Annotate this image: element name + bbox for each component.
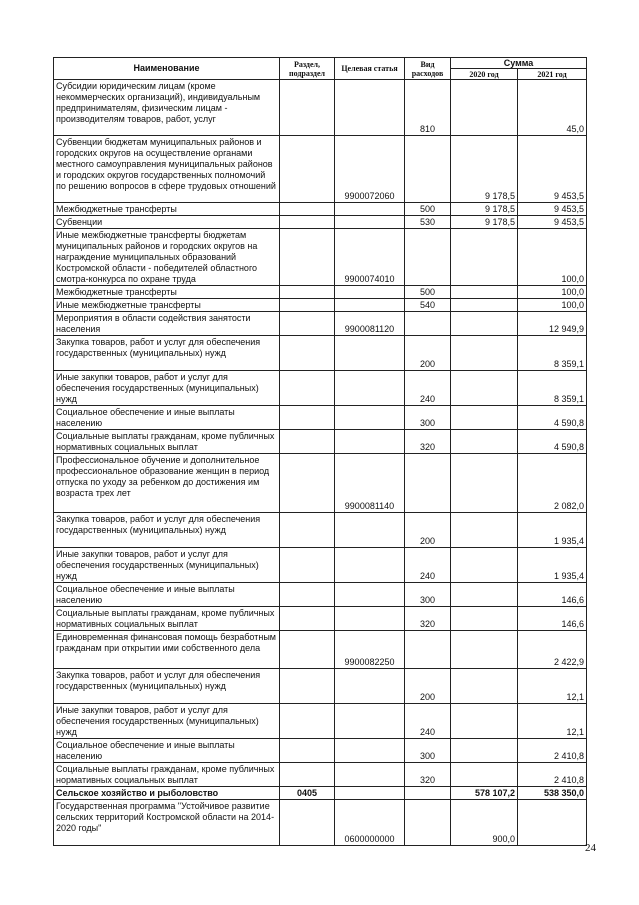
cell-2021: 45,0 [518,80,587,136]
cell-2020 [451,607,518,631]
cell-type [405,136,451,203]
cell-name: Социальное обеспечение и иные выплаты населению [54,739,280,763]
cell-section [280,203,335,216]
cell-2020: 578 107,2 [451,787,518,800]
cell-target [335,669,405,704]
budget-sheet [53,57,586,846]
cell-name: Социальное обеспечение и иные выплаты населению [54,406,280,430]
cell-2020 [451,299,518,312]
cell-2021 [518,800,587,846]
cell-2021: 8 359,1 [518,371,587,406]
cell-type: 300 [405,739,451,763]
cell-2021: 12,1 [518,669,587,704]
cell-type: 300 [405,583,451,607]
cell-target [335,787,405,800]
cell-name: Межбюджетные трансферты [54,286,280,299]
cell-2020 [451,336,518,371]
cell-2020 [451,454,518,513]
cell-name: Субвенции бюджетам муниципальных районов и городских округов на осуществление органами местного самоуправления муниципальных районов и городских округов государственных полномочий по решению вопросов в сфере трудовых отношений [54,136,280,203]
cell-name: Иные закупки товаров, работ и услуг для обеспечения государственных (муниципальных) нужд [54,371,280,406]
cell-name: Иные закупки товаров, работ и услуг для обеспечения государственных (муниципальных) нужд [54,704,280,739]
table-row [54,607,587,631]
cell-2020 [451,704,518,739]
cell-target [335,430,405,454]
table-row [54,454,587,513]
cell-target [335,548,405,583]
cell-2021: 9 453,5 [518,136,587,203]
cell-2021: 1 935,4 [518,513,587,548]
cell-type: 240 [405,704,451,739]
cell-2021: 2 082,0 [518,454,587,513]
cell-2021: 2 410,8 [518,763,587,787]
table-body [54,80,587,846]
cell-name: Социальное обеспечение и иные выплаты населению [54,583,280,607]
cell-2020: 900,0 [451,800,518,846]
cell-target [335,203,405,216]
cell-2021: 1 935,4 [518,548,587,583]
cell-section [280,548,335,583]
cell-name: Субсидии юридическим лицам (кроме некоммерческих организаций), индивидуальным предпринимателям, физическим лицам - производителям товаров, работ, услуг [54,80,280,136]
cell-target: 9900082250 [335,631,405,669]
cell-name: Социальные выплаты гражданам, кроме публичных нормативных социальных выплат [54,607,280,631]
cell-2020 [451,669,518,704]
cell-target [335,739,405,763]
cell-type: 320 [405,763,451,787]
cell-target: 9900081120 [335,312,405,336]
table-row [54,406,587,430]
cell-type: 500 [405,203,451,216]
table-row [54,430,587,454]
cell-target: 9900072060 [335,136,405,203]
cell-type: 320 [405,607,451,631]
cell-target: 9900081140 [335,454,405,513]
table-row [54,583,587,607]
cell-target: 9900074010 [335,229,405,286]
cell-2020 [451,312,518,336]
cell-section [280,136,335,203]
cell-type [405,787,451,800]
cell-type: 320 [405,430,451,454]
cell-section [280,336,335,371]
cell-2020 [451,763,518,787]
cell-2021: 4 590,8 [518,406,587,430]
cell-target [335,80,405,136]
cell-2021: 146,6 [518,583,587,607]
cell-target [335,406,405,430]
cell-2021: 8 359,1 [518,336,587,371]
table-row [54,136,587,203]
budget-table [53,57,587,846]
cell-section [280,669,335,704]
cell-2020 [451,583,518,607]
table-row [54,704,587,739]
table-row [54,336,587,371]
header-target: Целевая статья [335,58,405,80]
cell-name: Единовременная финансовая помощь безработным гражданам при открытии ими собственного дела [54,631,280,669]
header-name: Наименование [54,58,280,80]
cell-2021: 9 453,5 [518,216,587,229]
table-row [54,763,587,787]
cell-2020 [451,430,518,454]
cell-name: Межбюджетные трансферты [54,203,280,216]
cell-type [405,800,451,846]
cell-section [280,583,335,607]
cell-type: 540 [405,299,451,312]
cell-2020 [451,80,518,136]
cell-target [335,763,405,787]
cell-2020: 9 178,5 [451,136,518,203]
cell-name: Социальные выплаты гражданам, кроме публичных нормативных социальных выплат [54,763,280,787]
cell-2020 [451,286,518,299]
cell-section [280,406,335,430]
cell-2020 [451,371,518,406]
cell-section [280,229,335,286]
cell-target [335,299,405,312]
cell-name: Закупка товаров, работ и услуг для обеспечения государственных (муниципальных) нужд [54,513,280,548]
cell-type: 200 [405,513,451,548]
table-row [54,216,587,229]
header-section: Раздел, подраздел [280,58,335,80]
cell-section [280,607,335,631]
cell-target [335,704,405,739]
cell-name: Профессиональное обучение и дополнительное профессиональное образование женщин в период отпуска по уходу за ребенком до достижения им возраста трех лет [54,454,280,513]
header-year-2020: 2020 год [451,69,518,80]
cell-section [280,312,335,336]
cell-2021: 146,6 [518,607,587,631]
cell-2021: 9 453,5 [518,203,587,216]
table-row [54,669,587,704]
cell-2020 [451,548,518,583]
cell-name: Государственная программа "Устойчивое развитие сельских территорий Костромской области на 2014-2020 годы" [54,800,280,846]
cell-2021: 538 350,0 [518,787,587,800]
cell-section [280,800,335,846]
table-row [54,787,587,800]
cell-target: 0600000000 [335,800,405,846]
cell-section [280,513,335,548]
cell-section [280,80,335,136]
cell-section [280,454,335,513]
table-row [54,548,587,583]
cell-section: 0405 [280,787,335,800]
cell-target [335,371,405,406]
cell-type: 300 [405,406,451,430]
table-row [54,312,587,336]
cell-type [405,454,451,513]
table-row [54,286,587,299]
table-row [54,739,587,763]
cell-type [405,631,451,669]
cell-2021: 2 410,8 [518,739,587,763]
cell-type: 200 [405,669,451,704]
cell-name: Иные межбюджетные трансферты [54,299,280,312]
cell-2020 [451,229,518,286]
cell-target [335,286,405,299]
cell-type: 200 [405,336,451,371]
cell-2020 [451,631,518,669]
cell-name: Иные закупки товаров, работ и услуг для обеспечения государственных (муниципальных) нужд [54,548,280,583]
cell-target [335,583,405,607]
table-row [54,203,587,216]
table-row [54,229,587,286]
cell-section [280,286,335,299]
cell-2020 [451,739,518,763]
cell-2021: 2 422,9 [518,631,587,669]
cell-section [280,430,335,454]
cell-type: 810 [405,80,451,136]
cell-type: 240 [405,548,451,583]
cell-section [280,216,335,229]
cell-section [280,371,335,406]
cell-target [335,513,405,548]
cell-2020: 9 178,5 [451,216,518,229]
cell-section [280,299,335,312]
cell-section [280,739,335,763]
table-row [54,631,587,669]
cell-name: Закупка товаров, работ и услуг для обеспечения государственных (муниципальных) нужд [54,669,280,704]
cell-2021: 100,0 [518,299,587,312]
cell-2020 [451,513,518,548]
cell-target [335,336,405,371]
header-year-2021: 2021 год [518,69,587,80]
cell-type: 240 [405,371,451,406]
table-row [54,800,587,846]
table-row [54,299,587,312]
cell-section [280,763,335,787]
cell-2021: 100,0 [518,229,587,286]
cell-name: Иные межбюджетные трансферты бюджетам муниципальных районов и городских округов на награждение муниципальных образований Костромской области - победителей областного смотра-конкурса по охране труда [54,229,280,286]
cell-name: Социальные выплаты гражданам, кроме публичных нормативных социальных выплат [54,430,280,454]
cell-2020 [451,406,518,430]
cell-name: Субвенции [54,216,280,229]
page-number: 24 [585,842,596,854]
table-row [54,80,587,136]
table-row [54,513,587,548]
cell-target [335,607,405,631]
cell-section [280,631,335,669]
cell-2021: 4 590,8 [518,430,587,454]
cell-type: 500 [405,286,451,299]
cell-name: Закупка товаров, работ и услуг для обеспечения государственных (муниципальных) нужд [54,336,280,371]
cell-section [280,704,335,739]
cell-type: 530 [405,216,451,229]
cell-name: Сельское хозяйство и рыболовство [54,787,280,800]
cell-type [405,229,451,286]
cell-type [405,312,451,336]
header-type: Вид расходов [405,58,451,80]
cell-name: Мероприятия в области содействия занятости населения [54,312,280,336]
cell-2021: 100,0 [518,286,587,299]
table-row [54,371,587,406]
cell-target [335,216,405,229]
cell-2021: 12 949,9 [518,312,587,336]
cell-2020: 9 178,5 [451,203,518,216]
cell-2021: 12,1 [518,704,587,739]
header-sum: Сумма [451,58,587,69]
